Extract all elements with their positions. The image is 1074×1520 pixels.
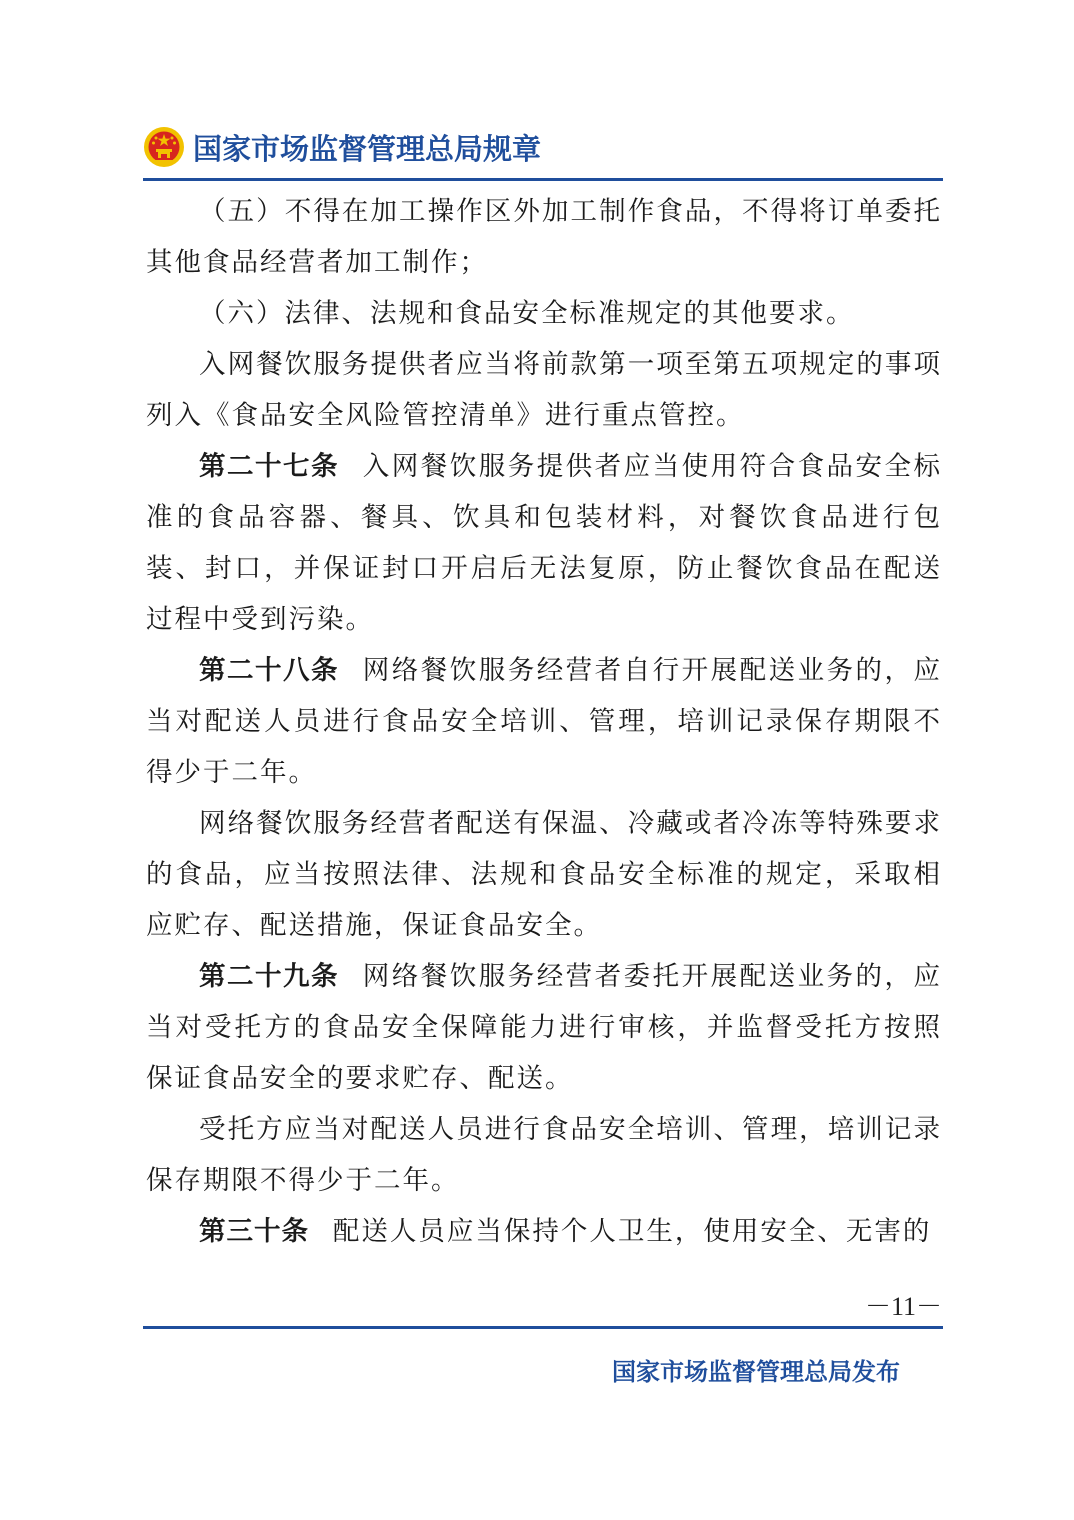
article-number: 第二十八条 <box>199 655 339 686</box>
article-paragraph <box>146 951 942 1104</box>
footer-publisher: 国家市场监督管理总局发布 <box>612 1358 900 1386</box>
paragraph-text: 网络餐饮服务经营者自行开展配送业务的，应当对配送人员进行食品安全培训、管理，培训记录保存期限不得少于二年。 <box>146 655 943 788</box>
article-number: 第三十条 <box>199 1216 309 1247</box>
paragraph-text: 网络餐饮服务经营者配送有保温、冷藏或者冷冻等特殊要求的食品，应当按照法律、法规和食品安全标准的规定，采取相应贮存、配送措施，保证食品安全。 <box>146 808 942 941</box>
paragraph-text: 配送人员应当保持个人卫生，使用安全、无害的 <box>332 1216 932 1247</box>
page-header <box>143 118 943 176</box>
page-number: －11－ <box>864 1292 942 1321</box>
national-emblem-icon <box>143 126 185 168</box>
paragraph <box>146 798 942 951</box>
header-divider <box>143 178 943 181</box>
article-number: 第二十七条 <box>199 451 339 482</box>
article-paragraph <box>146 1206 942 1257</box>
article-paragraph <box>146 645 942 798</box>
paragraph-text: （六）法律、法规和食品安全标准规定的其他要求。 <box>199 298 855 329</box>
footer-divider <box>143 1326 943 1329</box>
paragraph-text: 网络餐饮服务经营者委托开展配送业务的，应当对受托方的食品安全保障能力进行审核，并监督受托方按照保证食品安全的要求贮存、配送。 <box>146 961 943 1094</box>
paragraph-text: 受托方应当对配送人员进行食品安全培训、管理，培训记录保存期限不得少于二年。 <box>146 1114 942 1196</box>
article-number: 第二十九条 <box>199 961 339 992</box>
paragraph <box>146 339 942 441</box>
paragraph <box>146 288 942 339</box>
header-title: 国家市场监督管理总局规章 <box>193 131 542 166</box>
document-body <box>146 186 942 1257</box>
paragraph-text: 入网餐饮服务提供者应当将前款第一项至第五项规定的事项列入《食品安全风险管控清单》进行重点管控。 <box>146 349 942 431</box>
paragraph-text: 入网餐饮服务提供者应当使用符合食品安全标准的食品容器、餐具、饮具和包装材料，对餐饮食品进行包装、封口，并保证封口开启后无法复原，防止餐饮食品在配送过程中受到污染。 <box>146 451 943 635</box>
article-paragraph <box>146 441 942 645</box>
paragraph <box>146 186 942 288</box>
paragraph-text: （五）不得在加工操作区外加工制作食品，不得将订单委托其他食品经营者加工制作； <box>146 196 942 278</box>
paragraph <box>146 1104 942 1206</box>
